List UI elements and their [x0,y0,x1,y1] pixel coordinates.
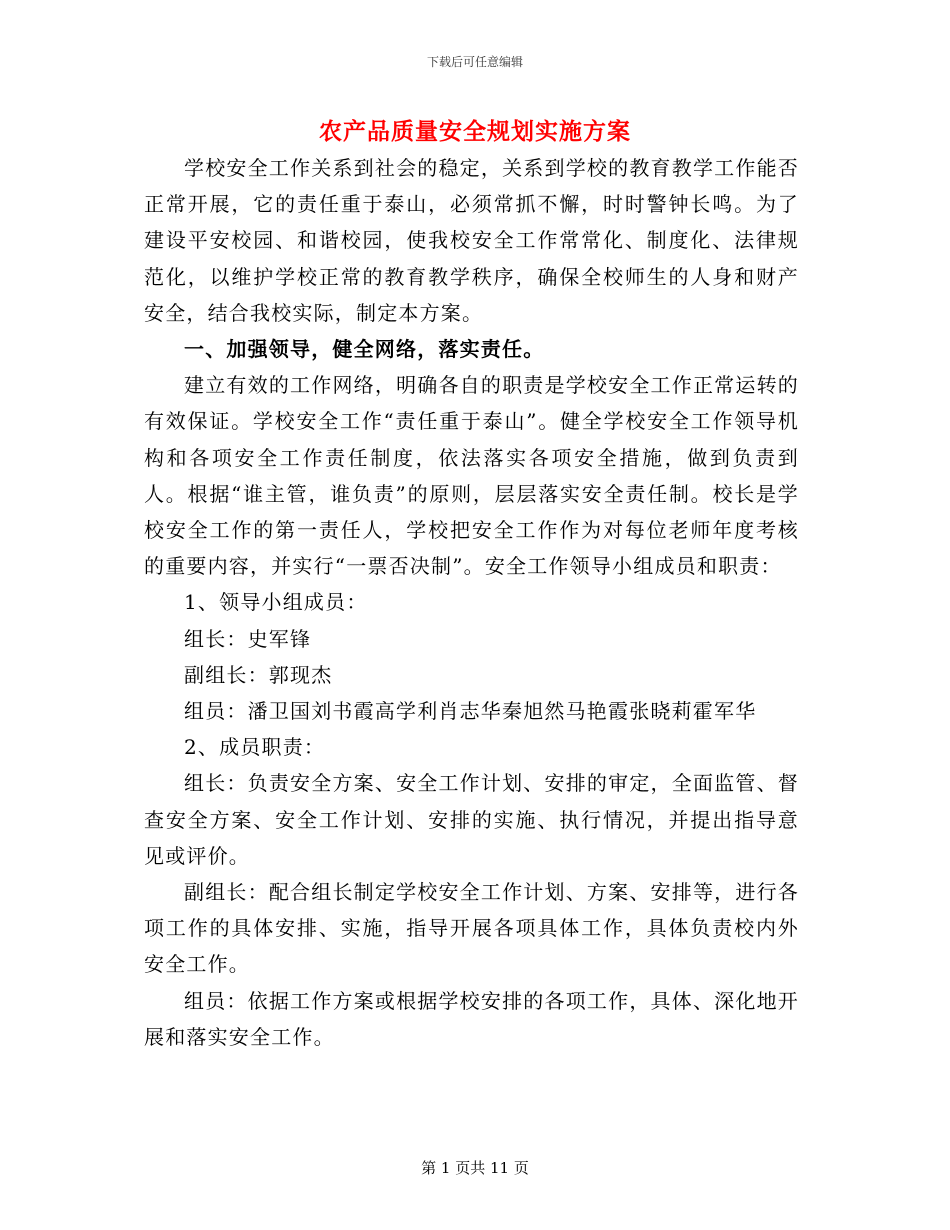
duty-members: 组员：依据工作方案或根据学校安排的各项工作，具体、深化地开展和落实安全工作。 [144,988,799,1049]
document-title: 农产品质量安全规划实施方案 [319,118,631,145]
paragraph-intro: 学校安全工作关系到社会的稳定，关系到学校的教育教学工作能否正常开展，它的责任重于泰山，必须常抓不懈，时时警钟长鸣。为了建设平安校园、和谐校园，使我校安全工作常常化、制度化、法律规范化，以维护学校正常的教育教学秩序，确保全校师生的人身和财产安全，结合我校实际，制定本方案。 [144,156,799,325]
document-body [144,150,799,1055]
duty-leader: 组长：负责安全方案、安全工作计划、安排的审定，全面监管、督查安全方案、安全工作计划、安排的实施、执行情况，并提出指导意见或评价。 [144,771,799,868]
section-heading-1: 一、加强领导，健全网络，落实责任。 [184,337,545,362]
list-heading-duties: 2、成员职责： [184,735,326,760]
member-group: 组员：潘卫国刘书霞高学利肖志华秦旭然马艳霞张晓莉霍军华 [184,699,757,724]
paragraph-network: 建立有效的工作网络，明确各自的职责是学校安全工作正常运转的有效保证。学校安全工作“责任重于泰山”。健全学校安全工作领导机构和各项安全工作责任制度，依法落实各项安全措施，做到负责到人。根据“谁主管，谁负责”的原则，层层落实安全责任制。校长是学校安全工作的第一责任人，学校把安全工作作为对每位老师年度考核的重要内容，并实行“一票否决制”。安全工作领导小组成员和职责： [144,373,799,579]
header-note: 下载后可任意编辑 [426,55,523,69]
list-heading-members: 1、领导小组成员： [184,590,368,615]
member-deputy-leader: 副组长：郭现杰 [184,662,333,687]
member-leader: 组长：史军锋 [184,626,312,651]
page-footer: 第 1 页共 11 页 [421,1159,529,1177]
duty-deputy-leader: 副组长：配合组长制定学校安全工作计划、方案、安排等，进行各项工作的具体安排、实施，指导开展各项具体工作，具体负责校内外安全工作。 [144,880,799,977]
